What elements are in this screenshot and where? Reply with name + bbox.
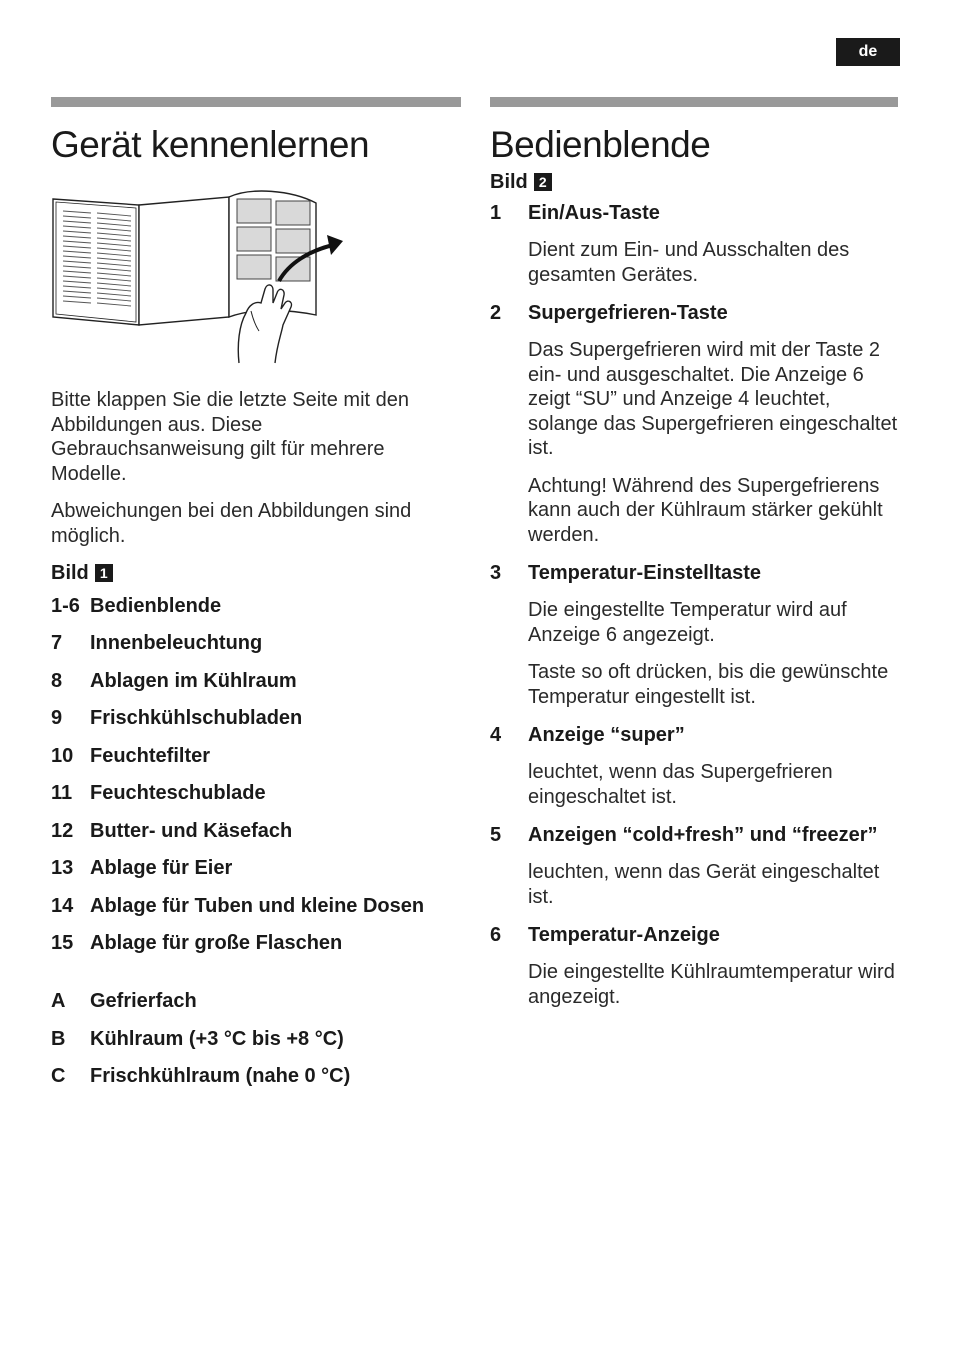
control-item: 6 Temperatur-Anzeige Die eingestellte Kühlraumtemperatur wird angezeigt. bbox=[490, 924, 895, 1008]
language-badge: de bbox=[836, 38, 900, 66]
intro-paragraph: Bitte klappen Sie die letzte Seite mit den Abbildungen aus. Diese Gebrauchsanweisung gilt für mehrere Modelle. bbox=[51, 389, 409, 485]
legend-item: 9 Frischkühlschubladen bbox=[51, 707, 303, 729]
section-title: Gerät kennenlernen bbox=[51, 124, 370, 165]
figure-number-box: 2 bbox=[534, 173, 552, 191]
control-item: 3 Temperatur-Einstelltaste Die eingestellte Temperatur wird auf Anzeige 6 angezeigt. Taste so oft drücken, bis die gewünschte Temperatur eingestellt ist. bbox=[490, 562, 889, 708]
legend-item: 13 Ablage für Eier bbox=[51, 857, 233, 879]
legend-list bbox=[51, 594, 461, 956]
section-rule bbox=[51, 97, 461, 107]
control-item-title: Temperatur-Einstelltaste bbox=[528, 562, 762, 584]
figure-label: Bild bbox=[51, 562, 89, 584]
figure-label: Bild bbox=[490, 171, 528, 193]
section-geraet-kennenlernen bbox=[51, 97, 461, 1088]
legend-item: 12 Butter- und Käsefach bbox=[51, 819, 293, 842]
legend-item: A Gefrierfach bbox=[51, 990, 197, 1012]
legend-item: 11 Feuchteschublade bbox=[51, 782, 266, 804]
control-item-title: Anzeigen “cold+fresh” und “freezer” bbox=[528, 824, 878, 846]
legend-item: C Frischkühlraum (nahe 0 °C) bbox=[51, 1065, 351, 1087]
legend-item: 7 Innenbeleuchtung bbox=[51, 632, 263, 654]
control-item-title: Ein/Aus-Taste bbox=[528, 202, 660, 224]
control-item-title: Supergefrieren-Taste bbox=[528, 302, 728, 324]
section-title: Bedienblende bbox=[490, 124, 711, 165]
compartment-legend-list bbox=[51, 989, 461, 1088]
control-item: 4 Anzeige “super” leuchtet, wenn das Supergefrieren eingeschaltet ist. bbox=[490, 724, 833, 808]
figure-reference bbox=[490, 170, 898, 194]
section-rule bbox=[490, 97, 898, 107]
control-item: 5 Anzeigen “cold+fresh” und “freezer” leuchten, wenn das Gerät eingeschaltet ist. bbox=[490, 824, 880, 908]
legend-item: 10 Feuchtefilter bbox=[51, 744, 211, 767]
control-item: 2 Supergefrieren-Taste Das Supergefrieren wird mit der Taste 2 ein- und ausgeschaltet. Die Anzeige 6 zeigt “SU” und Anzeige 4 leuchtet, solange das Supergefrieren eingeschaltet ist. Achtung! Während des Supergefrierens kann auch der Kühlraum stärker gekühlt werden. bbox=[490, 302, 898, 546]
control-item-title: Anzeige “super” bbox=[528, 724, 685, 746]
figure-number-box: 1 bbox=[95, 564, 113, 582]
intro-paragraph: Abweichungen bei den Abbildungen sind möglich. bbox=[51, 500, 412, 547]
control-item: 1 Ein/Aus-Taste Dient zum Ein- und Ausschalten des gesamten Gerätes. bbox=[490, 202, 850, 286]
section-bedienblende bbox=[490, 97, 898, 1009]
legend-item: 1-6 Bedienblende bbox=[51, 594, 222, 617]
legend-item: 15 Ablage für große Flaschen bbox=[51, 932, 343, 954]
control-item-title: Temperatur-Anzeige bbox=[528, 924, 720, 946]
legend-item: 14 Ablage für Tuben und kleine Dosen bbox=[51, 894, 425, 917]
fold-out-page-illustration bbox=[51, 185, 351, 365]
legend-item: B Kühlraum (+3 °C bis +8 °C) bbox=[51, 1027, 344, 1050]
figure-reference bbox=[51, 561, 461, 585]
legend-item: 8 Ablagen im Kühlraum bbox=[51, 669, 297, 692]
